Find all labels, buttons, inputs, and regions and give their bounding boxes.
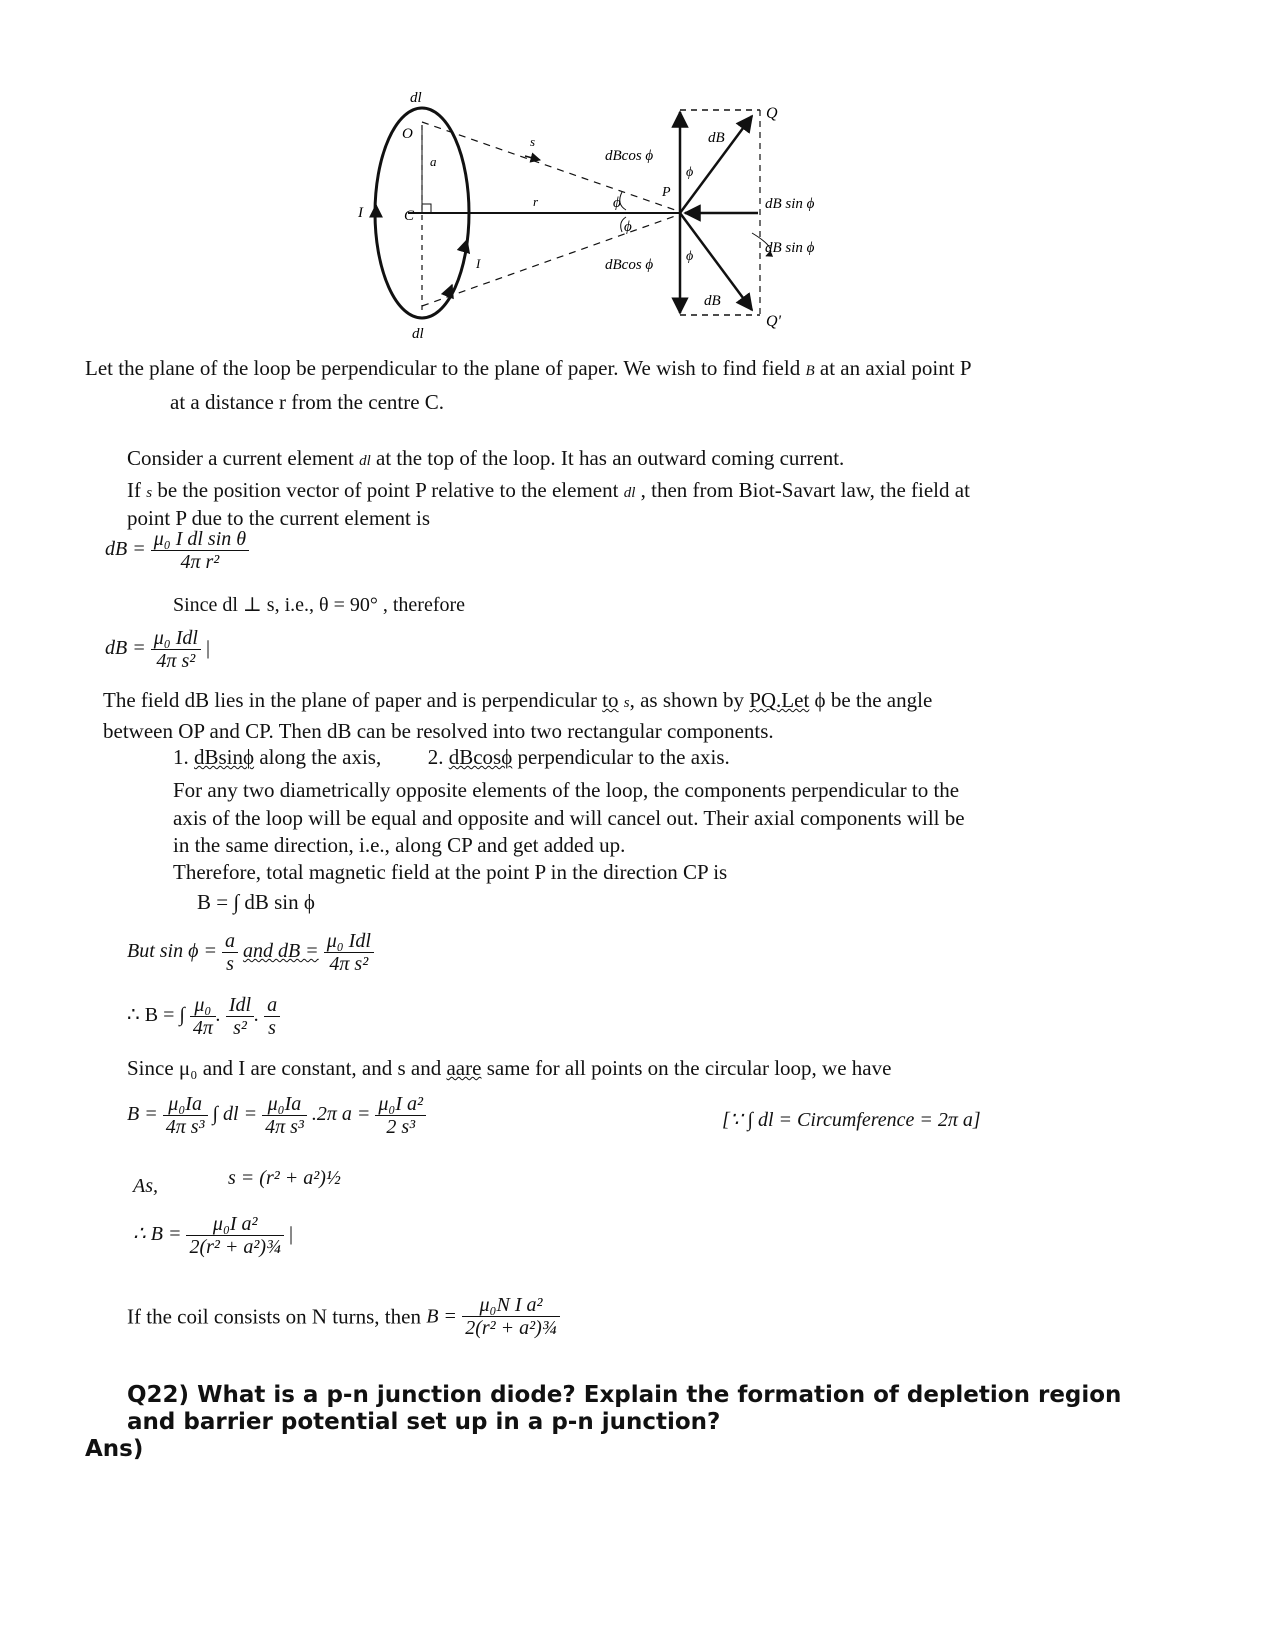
equation-4: B = $\frac{\text{μ₀Ia}}{\text{4π s³}}$ ∫ dl = $\frac{\text{μ₀Ia}}{\text{4π s³}}$ .2π a = $\frac{\text{μ₀I a²}}{\text{2 s³}}$ bbox=[127, 1093, 426, 1138]
consider-line: Consider a current element dl at the top of the loop. It has an outward coming current. bbox=[127, 446, 845, 470]
n-turns-line: If the coil consists on N turns, then B = $\frac{\text{μ₀N I a²}}{\text{2(r² + a²)¾}}$ bbox=[127, 1294, 560, 1339]
circumference-note: [∵ ∫ dl = Circumference = 2π a] bbox=[722, 1109, 981, 1131]
question-22-line-1: Q22) What is a p-n junction diode? Explain the formation of depletion region bbox=[127, 1382, 1122, 1408]
label-C: C bbox=[404, 208, 415, 224]
label-a: a bbox=[430, 154, 437, 169]
label-dBsin-2: dB sin ϕ bbox=[765, 240, 815, 256]
label-Q: Q bbox=[766, 105, 778, 122]
label-dBcos-top: dBcos ϕ bbox=[605, 148, 654, 164]
intro-line-2: at a distance r from the centre C. bbox=[170, 390, 445, 414]
loop-field-diagram bbox=[340, 80, 860, 350]
equation-3: B = ∫ dB sin ϕ bbox=[197, 890, 315, 914]
label-phi2: ϕ bbox=[624, 219, 632, 235]
para-line-3: in the same direction, i.e., along CP and get added up. bbox=[173, 833, 626, 857]
equation-2: dB = $\frac{\text{μ₀ Idl}}{\text{4π s²}}$ | bbox=[105, 627, 210, 672]
label-dBcos-bottom: dBcos ϕ bbox=[605, 257, 654, 273]
point-p-line: point P due to the current element is bbox=[127, 506, 431, 530]
label-O: O bbox=[402, 126, 413, 142]
between-line: between OP and CP. Then dB can be resolved into two rectangular components. bbox=[103, 719, 774, 743]
s-line-top bbox=[422, 122, 678, 211]
as-label: As, bbox=[133, 1175, 158, 1197]
label-phi1: ϕ bbox=[613, 195, 621, 211]
label-I-left: I bbox=[358, 205, 363, 221]
para-line-4: Therefore, total magnetic field at the point P in the direction CP is bbox=[173, 860, 728, 884]
since-perpendicular: Since dl ⊥ s, i.e., θ = 90° , therefore bbox=[173, 594, 466, 616]
label-dl-bottom: dl bbox=[412, 326, 424, 342]
label-dl-top: dl bbox=[410, 90, 422, 106]
label-I-right: I bbox=[476, 256, 481, 271]
label-dB-top: dB bbox=[708, 130, 725, 146]
since-constant-line: Since μ₀ and I are constant, and s and aare same for all points on the circular loop, we have bbox=[127, 1056, 892, 1080]
equation-but-sin: But sin ϕ = $\frac{a}{s}$ and dB = $\frac{\text{μ₀ Idl}}{\text{4π s²}}$ bbox=[127, 930, 374, 975]
label-Qprime: Q' bbox=[766, 313, 781, 330]
components-line: 1. dBsinϕ along the axis, 2. dBcosϕ perpendicular to the axis. bbox=[173, 745, 730, 769]
label-P: P bbox=[662, 185, 671, 200]
label-phi4: ϕ bbox=[686, 249, 694, 264]
field-line: The field dB lies in the plane of paper and is perpendicular to s, as shown by PQ.Let ϕ be the angle bbox=[103, 688, 933, 712]
equation-therefore-B: ∴ B = ∫ $\frac{\text{μ₀}}{4\pi}$ . $\frac{\text{Idl}}{\text{s²}}$ . $\frac{a}{s}$ bbox=[127, 994, 280, 1039]
s-equation: s = (r² + a²)½ bbox=[228, 1167, 341, 1189]
equation-1: dB = $\frac{\text{μ₀ I dl sin θ}}{\text{4π r²}}$ bbox=[105, 528, 249, 573]
label-s: s bbox=[530, 134, 536, 149]
vector-B: B bbox=[805, 363, 815, 379]
answer-label: Ans) bbox=[85, 1436, 144, 1462]
if-line: If s be the position vector of point P relative to the element dl , then from Biot-Savart law, the field at bbox=[127, 478, 970, 502]
equation-final: ∴ B = $\frac{\text{μ₀I a²}}{\text{2(r² + a²)¾}}$ | bbox=[133, 1213, 294, 1258]
para-line-2: axis of the loop will be equal and opposite and will cancel out. Their axial components will be bbox=[173, 806, 965, 830]
label-r: r bbox=[533, 194, 539, 209]
label-dB-bottom: dB bbox=[704, 293, 721, 309]
label-dBsin-1: dB sin ϕ bbox=[765, 196, 815, 212]
question-22-line-2: and barrier potential set up in a p-n junction? bbox=[127, 1409, 721, 1435]
intro-line-1: Let the plane of the loop be perpendicular to the plane of paper. We wish to find field B at an axial point P bbox=[85, 356, 972, 380]
right-angle-mark bbox=[422, 204, 431, 213]
label-phi3: ϕ bbox=[686, 165, 694, 180]
para-line-1: For any two diametrically opposite elements of the loop, the components perpendicular to the bbox=[173, 778, 960, 802]
